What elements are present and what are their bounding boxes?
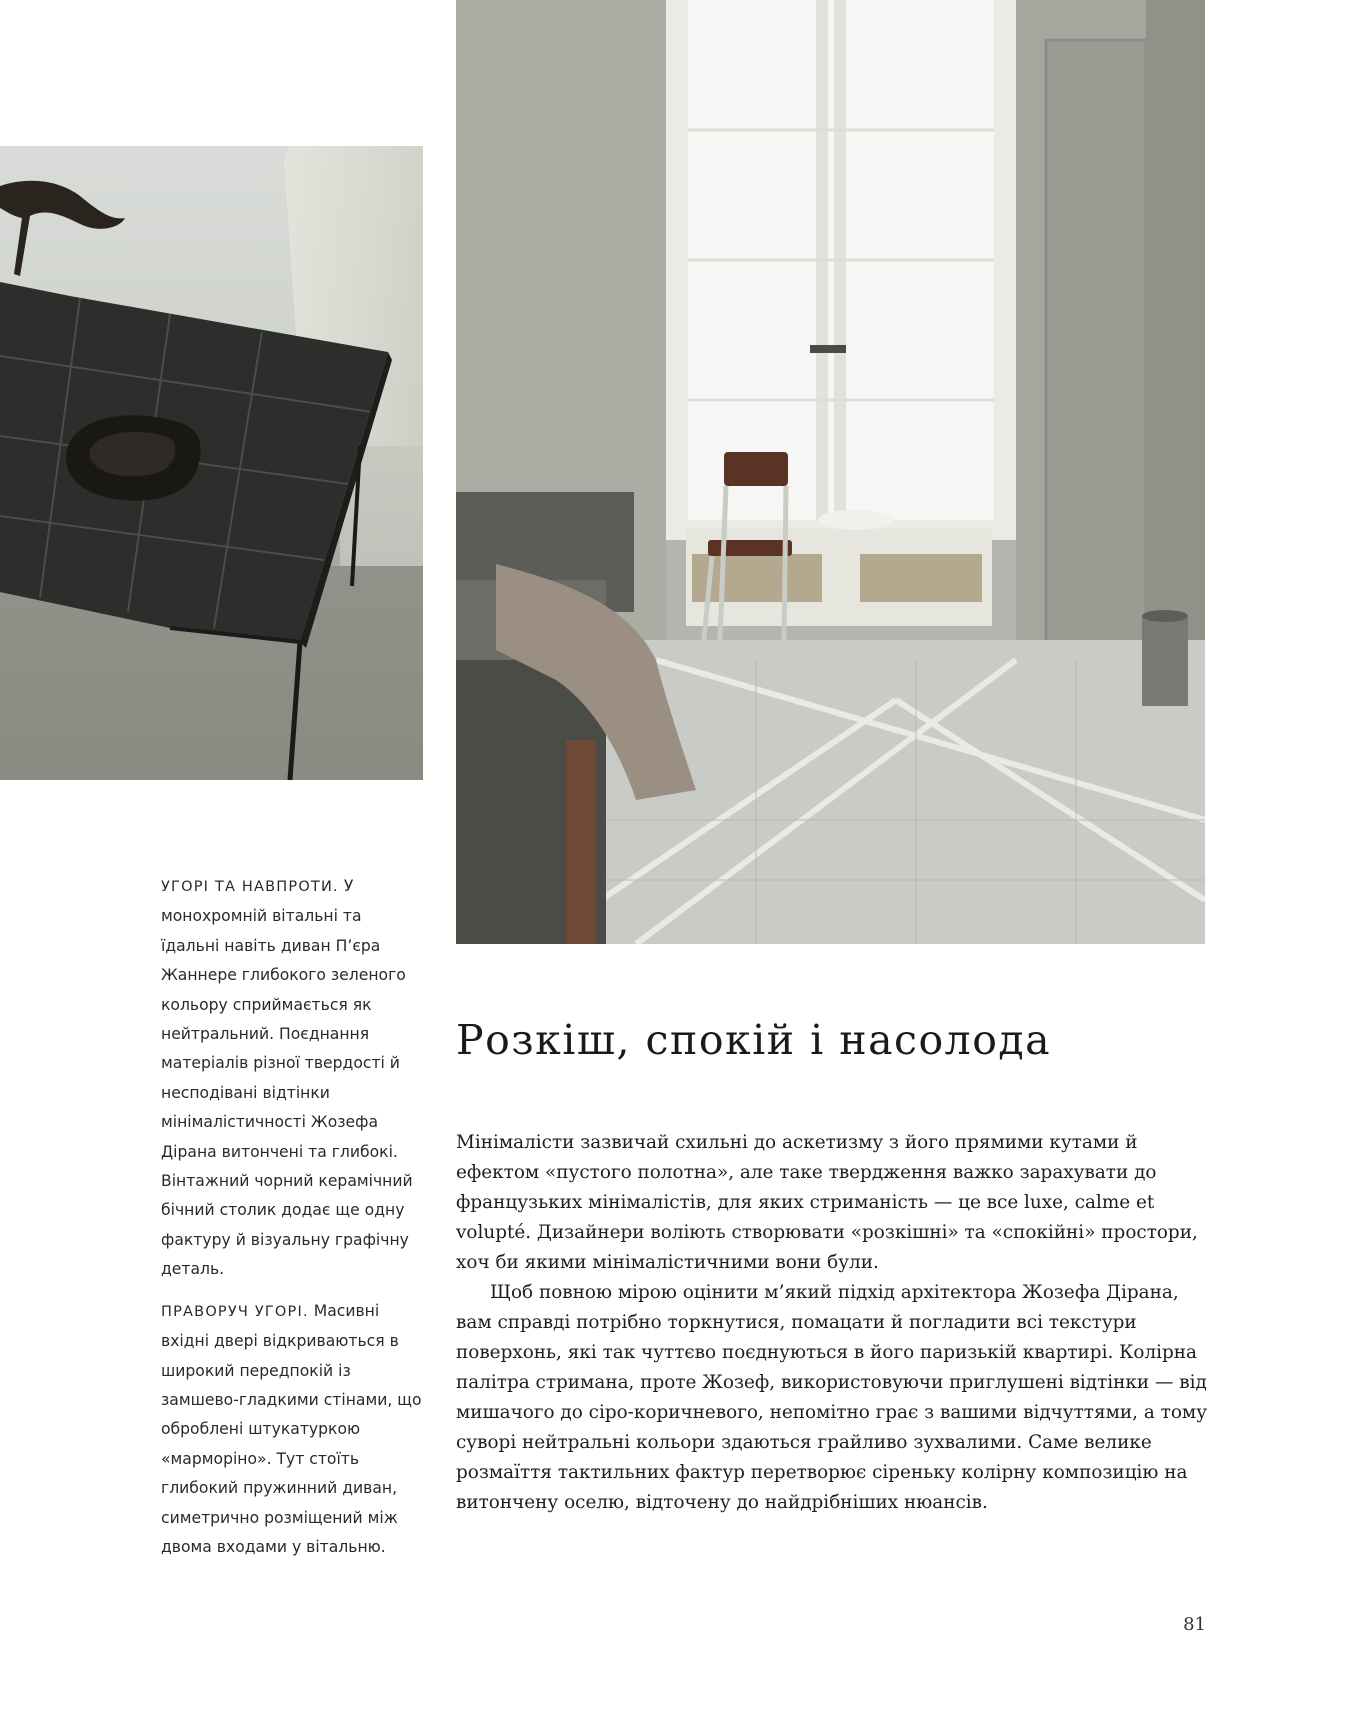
caption-text: У монохромній вітальні та їдальні навіть диван П’єра Жаннере глибокого зеленого кольору сприймається як нейтральний. Поєднання матеріалів різної твердості й несподівані відтінки мінімалістичності Жозефа Дірана витончені та глибокі. Вінтажний чорний керамічний бічний столик додає ще одну фактуру й візуальну графічну деталь. [161,877,413,1279]
shoe [0,181,125,276]
table-leg [290,642,300,780]
caption-top-opposite [161,872,423,1285]
umbrella-stand [1142,616,1188,706]
article-heading: Розкіш, спокій і насолода [456,1016,1052,1064]
page-number: 81 [1183,1614,1206,1635]
window-handle [810,345,846,353]
caption-lead: УГОРІ ТА НАВПРОТИ. [161,879,339,895]
room-illustration [456,0,1205,944]
caption-text: Масивні вхідні двері відкриваються в широкий передпокій із замшево-гладкими стінами, що оброблені штукатуркою «марморіно». Тут стоїть глибокий пружинний диван, симетрично розміщений між двома входами у вітальню. [161,1301,422,1556]
caption-right-top [161,1297,423,1563]
photo-room-window [456,0,1205,944]
article-paragraph: Щоб повною мірою оцінити м’який підхід архітектора Жозефа Дірана, вам справді потрібно торкнутися, помацати й погладити всі текстури поверхонь, які так чуттєво поєднуються в його паризькій квартирі. Колірна палітра стримана, проте Жозеф, використовуючи приглушені відтінки — від мишачого до сіро-коричневого, непомітно грає з вашими відчуттями, а тому суворі нейтральні кольори здаються грайливо зухвалими. Саме велике розмаїття тактильних фактур перетворює сіреньку колірну композицію на витончену оселю, відточену до найдрібніших нюансів. [456,1282,1208,1513]
caption-lead: ПРАВОРУЧ УГОРІ. [161,1303,309,1320]
article-body [456,1128,1208,1518]
article-paragraph: Мінімалісти зазвичай схильні до аскетизму з його прямими кутами й ефектом «пустого полотна», але таке твердження важко зарахувати до французьких мінімалістів, для яких стриманість — це все luxe, calme et volupté. Дизайнери воліють створювати «розкішні» та «спокійні» простори, хоч би якими мінімалістичними вони були. [456,1132,1198,1273]
side-table-illustration [0,146,423,780]
photo-captions [161,872,423,1574]
sill-bowl [818,510,894,530]
photo-ceramic-side-table [0,146,423,780]
